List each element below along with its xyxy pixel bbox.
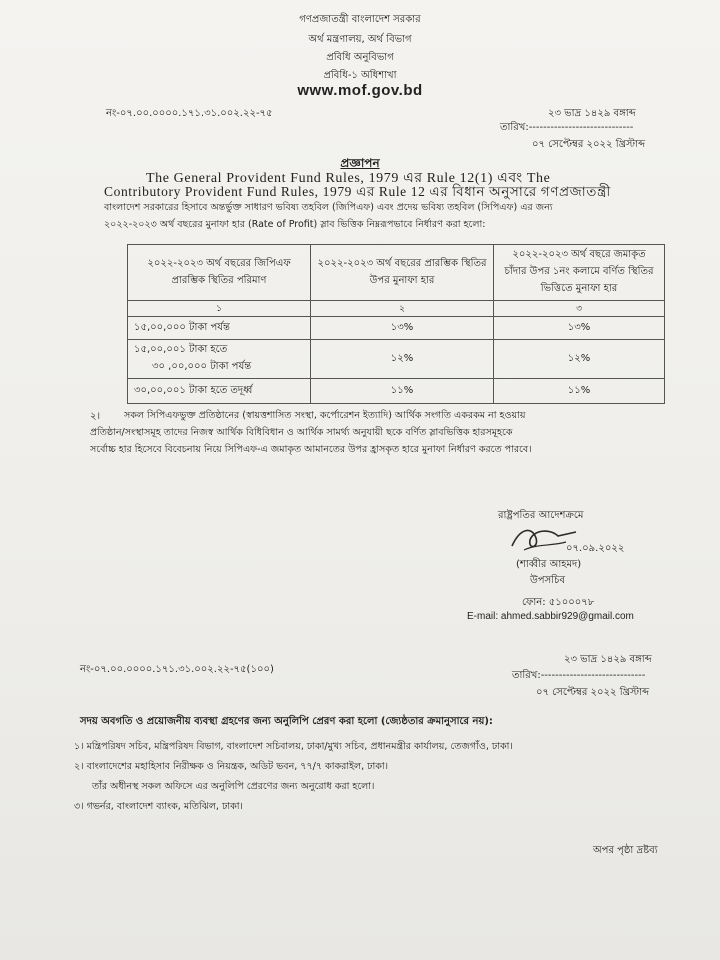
rate-opening-cell: ১১% xyxy=(311,379,494,404)
memo-date-english: ০৭ সেপ্টেম্বর ২০২২ খ্রিস্টাব্দ xyxy=(532,139,646,150)
table-header-cell: ২০২২-২০২৩ অর্থ বছরের প্রারম্ভিক স্থিতির উপর মুনাফা হার xyxy=(311,245,494,301)
slab-to: ৩০ ,০০,০০০ টাকা পর্যন্ত xyxy=(152,361,252,372)
intro-line-2: Contributory Provident Fund Rules, 1979 এর Rule 12 এর বিধান অনুসারে গণপ্রজাতন্ত্রী xyxy=(104,184,611,199)
rate-deposit-cell: ১১% xyxy=(494,379,665,404)
rate-deposit-cell: ১২% xyxy=(494,340,665,379)
copy-heading: সদয় অবগতি ও প্রয়োজনীয় ব্যবস্থা গ্রহণের জন্য অনুলিপি প্রেরণ করা হলো (জ্যেষ্ঠতার ক্রমানুসারে নয়): xyxy=(80,716,493,727)
notification-title: প্রজ্ঞাপন xyxy=(340,156,380,170)
table-column-number-row xyxy=(128,301,665,317)
copy-list-note: তাঁর অধীনস্থ সকল অফিসে এর অনুলিপি প্রেরণের জন্য অনুরোধ করা হলো। xyxy=(92,781,375,792)
profit-rate-table xyxy=(127,244,665,404)
memo2-number: নং-০৭.০০.০০০০.১৭১.৩১.০০২.২২-৭৫(১০০) xyxy=(80,664,274,675)
para2-line-1: সকল সিপিএফভুক্ত প্রতিষ্ঠানের (স্বায়ত্তশাসিত সংস্থা, কর্পোরেশন ইত্যাদি) আর্থিক সংগতি একরকম না হওয়ায় xyxy=(124,410,526,421)
header-branch: প্রবিধি-১ অধিশাখা xyxy=(323,70,397,81)
table-row xyxy=(128,340,665,379)
rate-opening-cell: ১৩% xyxy=(311,317,494,340)
column-number: ৩ xyxy=(494,301,665,317)
header-government: গণপ্রজাতন্ত্রী বাংলাদেশ সরকার xyxy=(299,14,421,25)
signatory-email: E-mail: ahmed.sabbir929@gmail.com xyxy=(467,611,634,622)
slab-cell: ১৫,০০,০০০ টাকা পর্যন্ত xyxy=(128,317,311,340)
signatory-phone: ফোন: ৫১০০০৭৮ xyxy=(522,597,595,608)
memo-number: নং-০৭.০০.০০০০.১৭১.৩১.০০২.২২-৭৫ xyxy=(106,108,273,119)
turn-over-note: অপর পৃষ্ঠা দ্রষ্টব্য xyxy=(593,845,658,856)
table-row xyxy=(128,317,665,340)
memo2-date-bangla: ২৩ ভাদ্র ১৪২৯ বঙ্গাব্দ xyxy=(564,654,652,665)
table-header-cell: ২০২২-২০২৩ অর্থ বছরের জিপিএফ প্রারম্ভিক স্থিতির পরিমাণ xyxy=(128,245,311,301)
memo-date-label: তারিখ:----------------------------- xyxy=(500,122,634,133)
copy-list-item: ২। বাংলাদেশের মহাহিসাব নিরীক্ষক ও নিয়ন্ত্রক, অডিট ভবন, ৭৭/৭ কাকরাইল, ঢাকা। xyxy=(74,761,389,772)
memo2-date-label: তারিখ:----------------------------- xyxy=(512,670,646,681)
copy-list-item: ১। মন্ত্রিপরিষদ সচিব, মন্ত্রিপরিষদ বিভাগ, বাংলাদেশ সচিবালয়, ঢাকা/মুখ্য সচিব, প্রধানমন্ত্রীর কার্যালয়, তেজগাঁও, ঢাকা। xyxy=(74,741,513,752)
para2-number: ২। xyxy=(90,411,101,422)
copy-list-item: ৩। গভর্নর, বাংলাদেশ ব্যাংক, মতিঝিল, ঢাকা। xyxy=(74,801,243,812)
signature-date: ০৭.০৯.২০২২ xyxy=(566,543,625,554)
para2-line-2: প্রতিষ্ঠান/সংস্থাসমূহ তাদের নিজস্ব আর্থিক বিধিবিধান ও আর্থিক সামর্থ্য অনুযায়ী ছকে বর্ণিত স্লাবভিত্তিক হারসমূহকে xyxy=(90,427,513,438)
column-number: ১ xyxy=(128,301,311,317)
intro-line-4: ২০২২-২০২৩ অর্থ বছরের মুনাফা হার (Rate of Profit) স্লাব ভিত্তিক নিম্নরূপভাবে নির্ধারণ করা হলো: xyxy=(104,219,486,230)
para2-line-3: সর্বোচ্চ হার হিসেবে বিবেচনায় নিয়ে সিপিএফ-এ জমাকৃত আমানতের উপর হ্রাসকৃত হারে মুনাফা নির্ধারণ করতে পারবে। xyxy=(90,444,532,455)
memo-date-bangla: ২৩ ভাদ্র ১৪২৯ বঙ্গাব্দ xyxy=(548,108,636,119)
rate-opening-cell: ১২% xyxy=(311,340,494,379)
header-ministry: অর্থ মন্ত্রণালয়, অর্থ বিভাগ xyxy=(308,34,412,45)
slab-from: ১৫,০০,০০১ টাকা হতে xyxy=(134,344,228,355)
intro-line-1: The General Provident Fund Rules, 1979 এর Rule 12(1) এবং The xyxy=(146,171,551,186)
table-header-row xyxy=(128,245,665,301)
slab-cell: ৩০,০০,০০১ টাকা হতে তদূর্ধ্ব xyxy=(128,379,311,404)
signatory-name: (শাব্বীর আহমদ) xyxy=(516,559,582,570)
intro-line-3: বাংলাদেশ সরকারের হিসাবে অন্তর্ভুক্ত সাধারণ ভবিষ্য তহবিল (জিপিএফ) এবং প্রদেয় ভবিষ্য তহবিল (সিপিএফ) এর জন্য xyxy=(104,202,553,213)
header-wing: প্রবিধি অনুবিভাগ xyxy=(326,52,394,63)
slab-cell xyxy=(128,340,311,379)
memo2-date-english: ০৭ সেপ্টেম্বর ২০২২ খ্রিস্টাব্দ xyxy=(536,687,650,698)
table-header-cell: ২০২২-২০২৩ অর্থ বছরে জমাকৃত চাঁদার উপর ১নং কলামে বর্ণিত স্থিতির ভিত্তিতে মুনাফা হার xyxy=(494,245,665,301)
signatory-designation: উপসচিব xyxy=(530,575,566,586)
table-row xyxy=(128,379,665,404)
signature-order-line: রাষ্ট্রপতির আদেশক্রমে xyxy=(498,510,584,521)
header-website: www.mof.gov.bd xyxy=(297,82,423,99)
rate-deposit-cell: ১৩% xyxy=(494,317,665,340)
column-number: ২ xyxy=(311,301,494,317)
